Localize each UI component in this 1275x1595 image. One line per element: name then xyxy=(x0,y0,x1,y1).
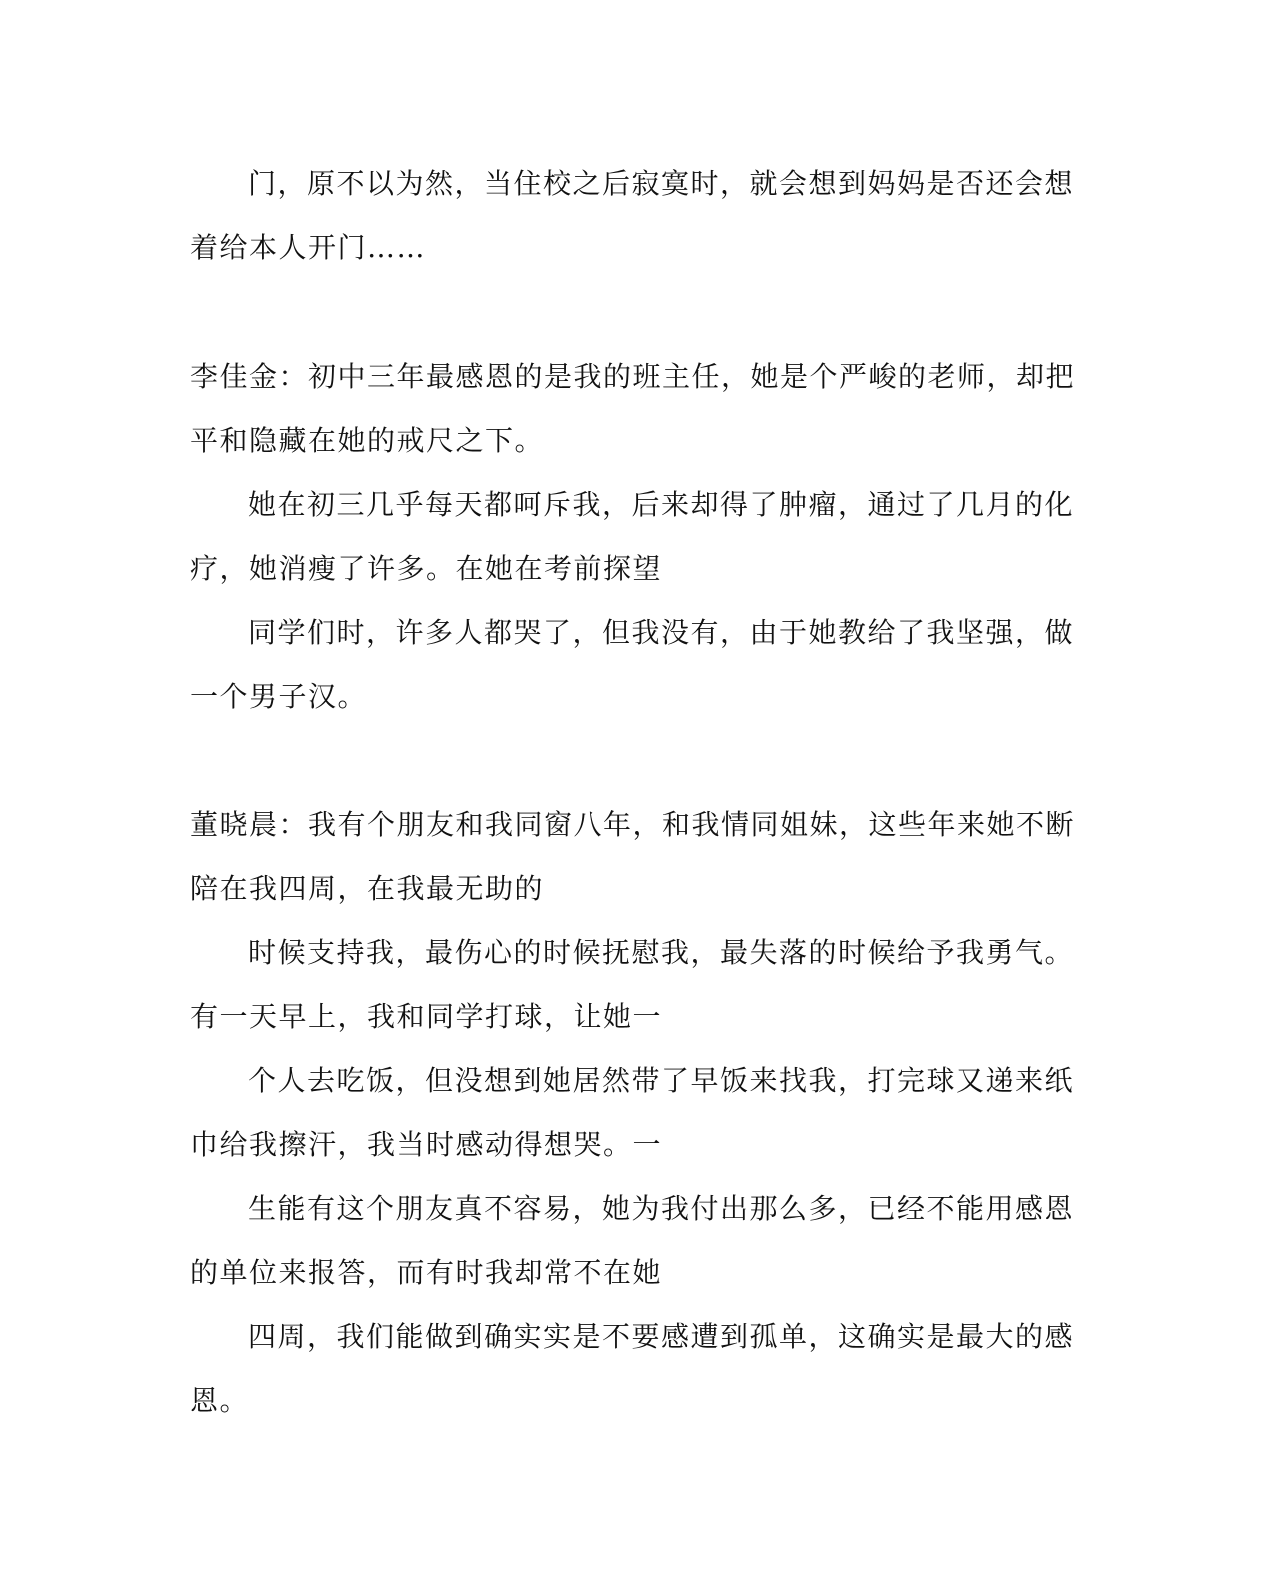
paragraph-line: 着给本人开门…… xyxy=(190,231,427,264)
paragraph-line: 疗，她消瘦了许多。在她在考前探望 xyxy=(190,552,663,585)
paragraph-line: 平和隐藏在她的戒尺之下。 xyxy=(190,424,545,457)
paragraph-line: 有一天早上，我和同学打球，让她一 xyxy=(190,1000,663,1033)
paragraph-line: 门，原不以为然，当住校之后寂寞时，就会想到妈妈是否还会想 xyxy=(248,167,1075,200)
paragraph xyxy=(190,1049,1075,1177)
paragraph-line: 她在初三几乎每天都呵斥我，后来却得了肿瘤，通过了几月的化 xyxy=(248,488,1075,521)
paragraph-line: 巾给我擦汗，我当时感动得想哭。一 xyxy=(190,1128,663,1161)
paragraph-line: 时候支持我，最伤心的时候抚慰我，最失落的时候给予我勇气。 xyxy=(248,936,1075,969)
paragraph-line: 李佳金：初中三年最感恩的是我的班主任，她是个严峻的老师，却把 xyxy=(190,360,1076,393)
paragraph xyxy=(190,1177,1075,1305)
paragraph xyxy=(190,473,1075,601)
paragraph xyxy=(190,152,1075,280)
paragraph-line: 同学们时，许多人都哭了，但我没有，由于她教给了我坚强，做 xyxy=(248,616,1075,649)
paragraph-line: 陪在我四周，在我最无助的 xyxy=(190,872,545,905)
paragraph-line: 个人去吃饭，但没想到她居然带了早饭来找我，打完球又递来纸 xyxy=(248,1064,1075,1097)
paragraph xyxy=(190,601,1075,729)
paragraph xyxy=(190,921,1075,1049)
paragraph xyxy=(190,793,1076,921)
paragraph-line: 生能有这个朋友真不容易，她为我付出那么多，已经不能用感恩 xyxy=(248,1192,1075,1225)
paragraph xyxy=(190,1305,1075,1433)
paragraph-line: 一个男子汉。 xyxy=(190,680,368,713)
paragraph-line: 四周，我们能做到确实实是不要感遭到孤单，这确实是最大的感 xyxy=(248,1320,1075,1353)
paragraph-line: 的单位来报答，而有时我却常不在她 xyxy=(190,1256,663,1289)
paragraph xyxy=(190,345,1076,473)
paragraph-line: 恩。 xyxy=(190,1384,250,1417)
paragraph-line: 董晓晨：我有个朋友和我同窗八年，和我情同姐妹，这些年来她不断 xyxy=(190,808,1076,841)
